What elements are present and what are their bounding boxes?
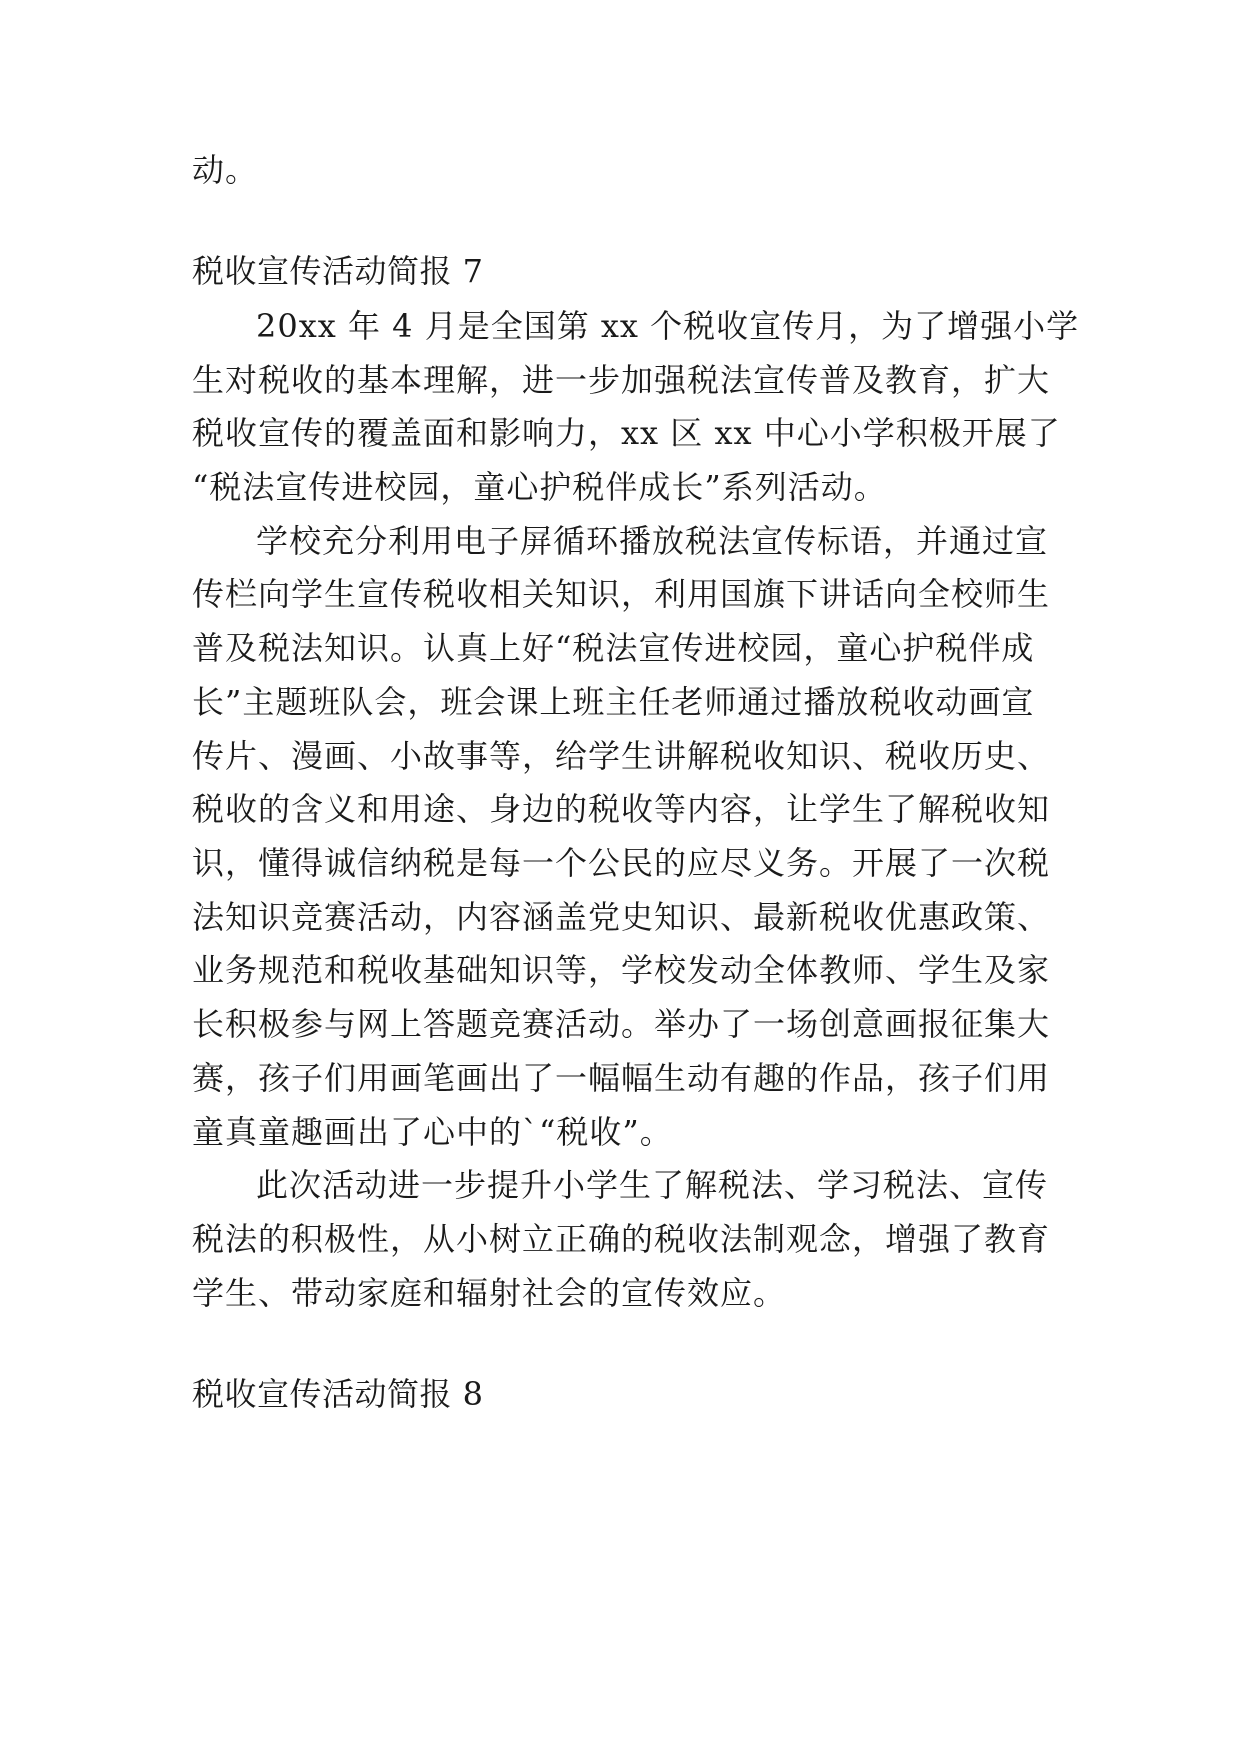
paragraph-line: “税法宣传进校园，童心护税伴成长”系列活动。 <box>192 468 887 506</box>
paragraph-line: 学校充分利用电子屏循环播放税法宣传标语，并通过宣 <box>256 522 1049 560</box>
paragraph-line: 普及税法知识。认真上好“税法宣传进校园，童心护税伴成 <box>192 629 1035 667</box>
paragraph-line: 业务规范和税收基础知识等，学校发动全体教师、学生及家 <box>192 951 1051 989</box>
paragraph-line: 长”主题班队会，班会课上班主任老师通过播放税收动画宣 <box>192 683 1035 721</box>
paragraph-line: 生对税收的基本理解，进一步加强税法宣传普及教育，扩大 <box>192 361 1051 399</box>
continuation-text: 动。 <box>192 151 259 189</box>
paragraph-line: 学生、带动家庭和辐射社会的宣传效应。 <box>192 1274 787 1312</box>
section-heading: 税收宣传活动简报 8 <box>192 1375 484 1413</box>
paragraph-line: 传栏向学生宣传税收相关知识，利用国旗下讲话向全校师生 <box>192 575 1051 613</box>
paragraph-line: 长积极参与网上答题竞赛活动。举办了一场创意画报征集大 <box>192 1005 1051 1043</box>
paragraph-line: 此次活动进一步提升小学生了解税法、学习税法、宣传 <box>256 1166 1049 1204</box>
paragraph-line: 识，懂得诚信纳税是每一个公民的应尽义务。开展了一次税 <box>192 844 1051 882</box>
paragraph-line: 传片、漫画、小故事等，给学生讲解税收知识、税收历史、 <box>192 737 1051 775</box>
paragraph-line: 税法的积极性，从小树立正确的税收法制观念，增强了教育 <box>192 1220 1051 1258</box>
paragraph-line: 童真童趣画出了心中的`“税收”。 <box>192 1113 673 1151</box>
section-heading: 税收宣传活动简报 7 <box>192 252 484 290</box>
paragraph-line: 法知识竞赛活动，内容涵盖党史知识、最新税收优惠政策、 <box>192 898 1051 936</box>
paragraph-line: 赛，孩子们用画笔画出了一幅幅生动有趣的作品，孩子们用 <box>192 1059 1051 1097</box>
paragraph-line: 20xx 年 4 月是全国第 xx 个税收宣传月，为了增强小学 <box>256 307 1080 345</box>
paragraph-line: 税收的含义和用途、身边的税收等内容，让学生了解税收知 <box>192 790 1051 828</box>
paragraph-line: 税收宣传的覆盖面和影响力，xx 区 xx 中心小学积极开展了 <box>192 414 1061 452</box>
